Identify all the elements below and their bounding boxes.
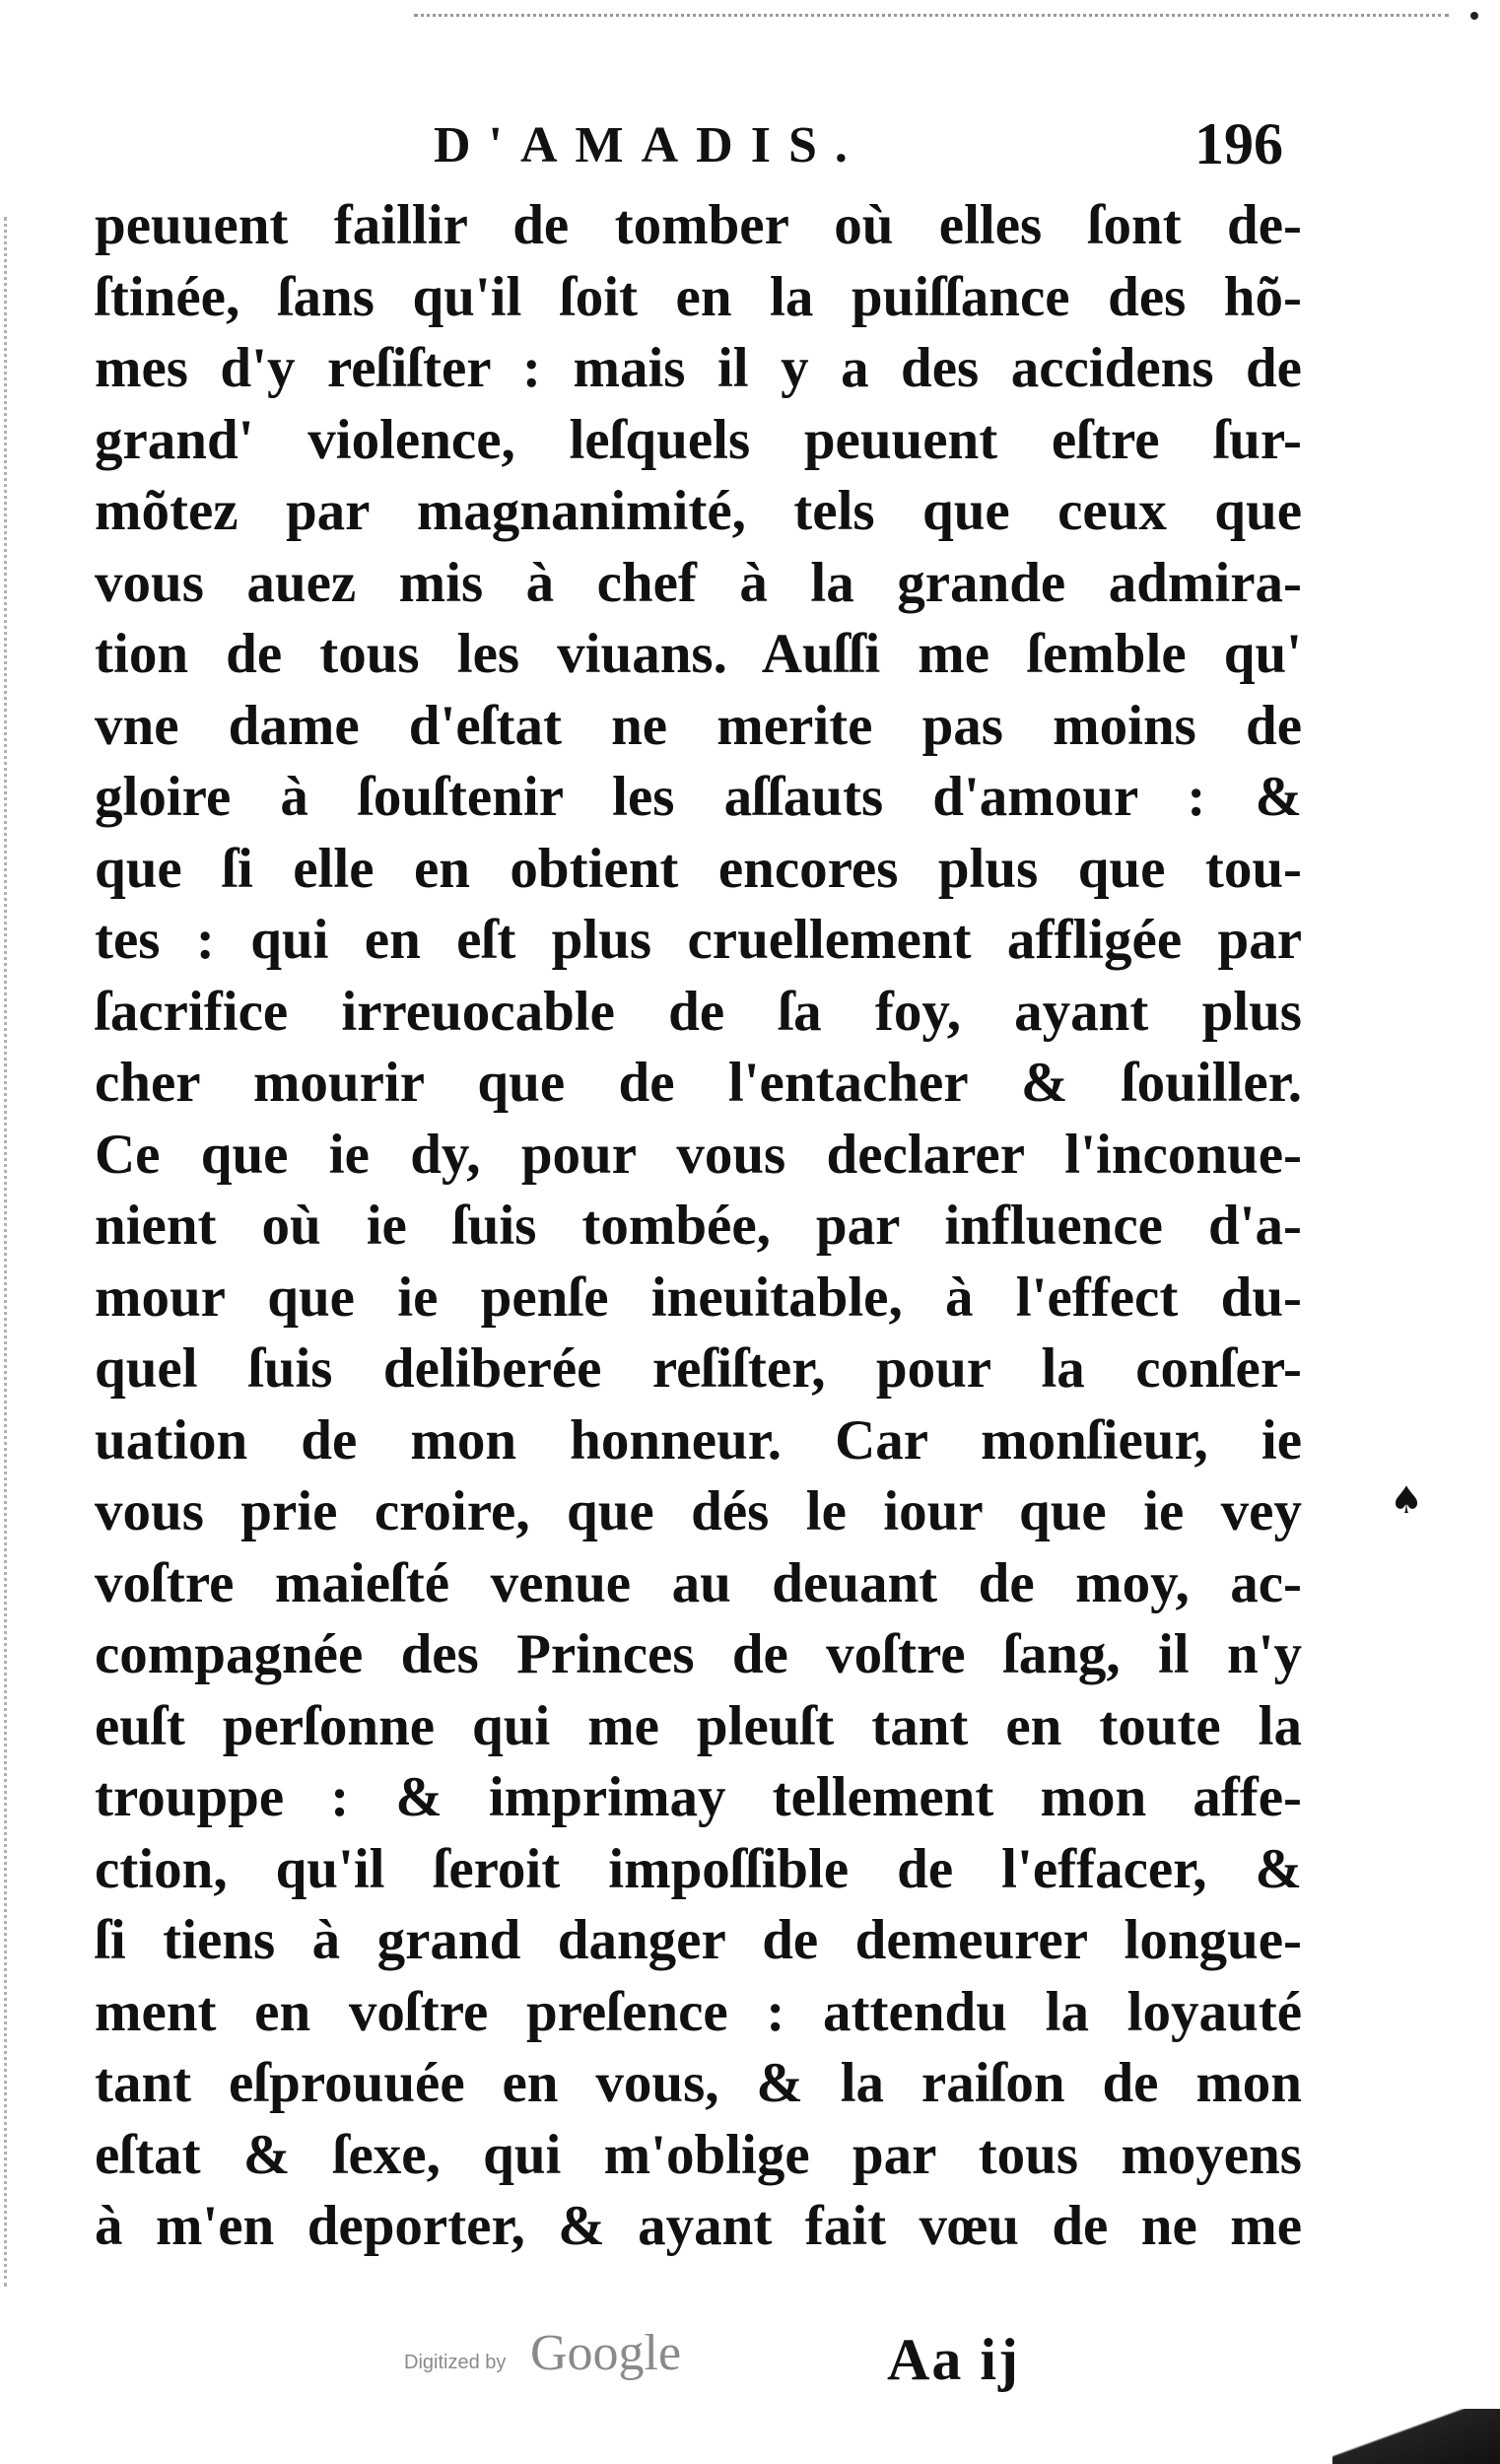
text-line: cher mourir que de l'entacher & ſouiller. [95,1052,1302,1114]
text-line: voſtre maieſté venue au deuant de moy, ac- [95,1551,1302,1614]
text-line: ſacrifice irreuocable de ſa foy, ayant plus [95,980,1302,1043]
text-line: peuuent faillir de tomber où elles ſont de- [95,194,1302,256]
text-line: ction, qu'il ſeroit impoſſible de l'effacer, & [95,1837,1302,1900]
text-line: mõtez par magnanimité, tels que ceux que [95,480,1302,542]
digitizer-watermark [404,2316,719,2395]
text-line: que ſi elle en obtient encores plus que tou- [95,837,1302,900]
margin-mark-icon: ♠ [1390,1478,1424,1522]
text-line: tes : qui en eſt plus cruellement affligée par [95,909,1302,971]
text-line: ment en voſtre preſence : attendu la loyauté [95,1980,1302,2043]
text-line: tion de tous les viuans. Auſſi me ſemble qu' [95,623,1302,685]
text-line: ſi tiens à grand danger de demeurer longue- [95,1909,1302,1971]
text-line: vous auez mis à chef à la grande admira- [95,551,1302,614]
text-line: vne dame d'eſtat ne merite pas moins de [95,694,1302,757]
text-line: uation de mon honneur. Car monſieur, ie [95,1408,1302,1472]
text-line: à m'en deporter, & ayant fait vœu de ne me [95,2195,1302,2257]
text-line: eſtat & ſexe, qui m'oblige par tous moyens [95,2123,1302,2186]
running-header [434,111,1301,195]
text-line: tant eſprouuée en vous, & la raiſon de mon [95,2052,1302,2114]
google-logo: Google [530,2325,682,2381]
text-line: euſt perſonne qui me pleuſt tant en toute la [95,1694,1302,1757]
text-line: ſtinée, ſans qu'il ſoit en la puiſſance des hõ- [95,265,1302,328]
page-left-edge [4,217,15,2287]
text-line: gloire à ſouſtenir les aſſauts d'amour : & [95,766,1302,828]
text-line: nient où ie ſuis tombée, par influence d'a- [95,1195,1302,1257]
scan-corner-shadow [1332,2409,1500,2464]
text-line: grand' violence, leſquels peuuent eſtre ſur- [95,408,1302,471]
text-line: vous prie croire, que dés le iour que ie vey [95,1480,1302,1542]
page-number: 196 [1194,111,1283,176]
page-top-edge [414,0,1449,17]
text-line: compagnée des Princes de voſtre ſang, il n'y [95,1623,1302,1685]
ink-speck [1470,12,1478,20]
running-title: D'AMADIS. [434,117,865,173]
text-line: quel ſuis deliberée reſiſter, pour la conſer- [95,1337,1302,1400]
text-line: mes d'y reſiſter : mais il y a des accidens de [95,337,1302,399]
text-line: mour que ie penſe ineuitable, à l'effect du- [95,1266,1302,1329]
text-line: Ce que ie dy, pour vous declarer l'inconue- [95,1123,1302,1186]
body-text [95,190,1302,2263]
signature-mark: Aa ij [887,2327,1020,2392]
digitizer-prefix: Digitized by [404,2352,507,2373]
text-line: trouppe : & imprimay tellement mon affe- [95,1766,1302,1828]
